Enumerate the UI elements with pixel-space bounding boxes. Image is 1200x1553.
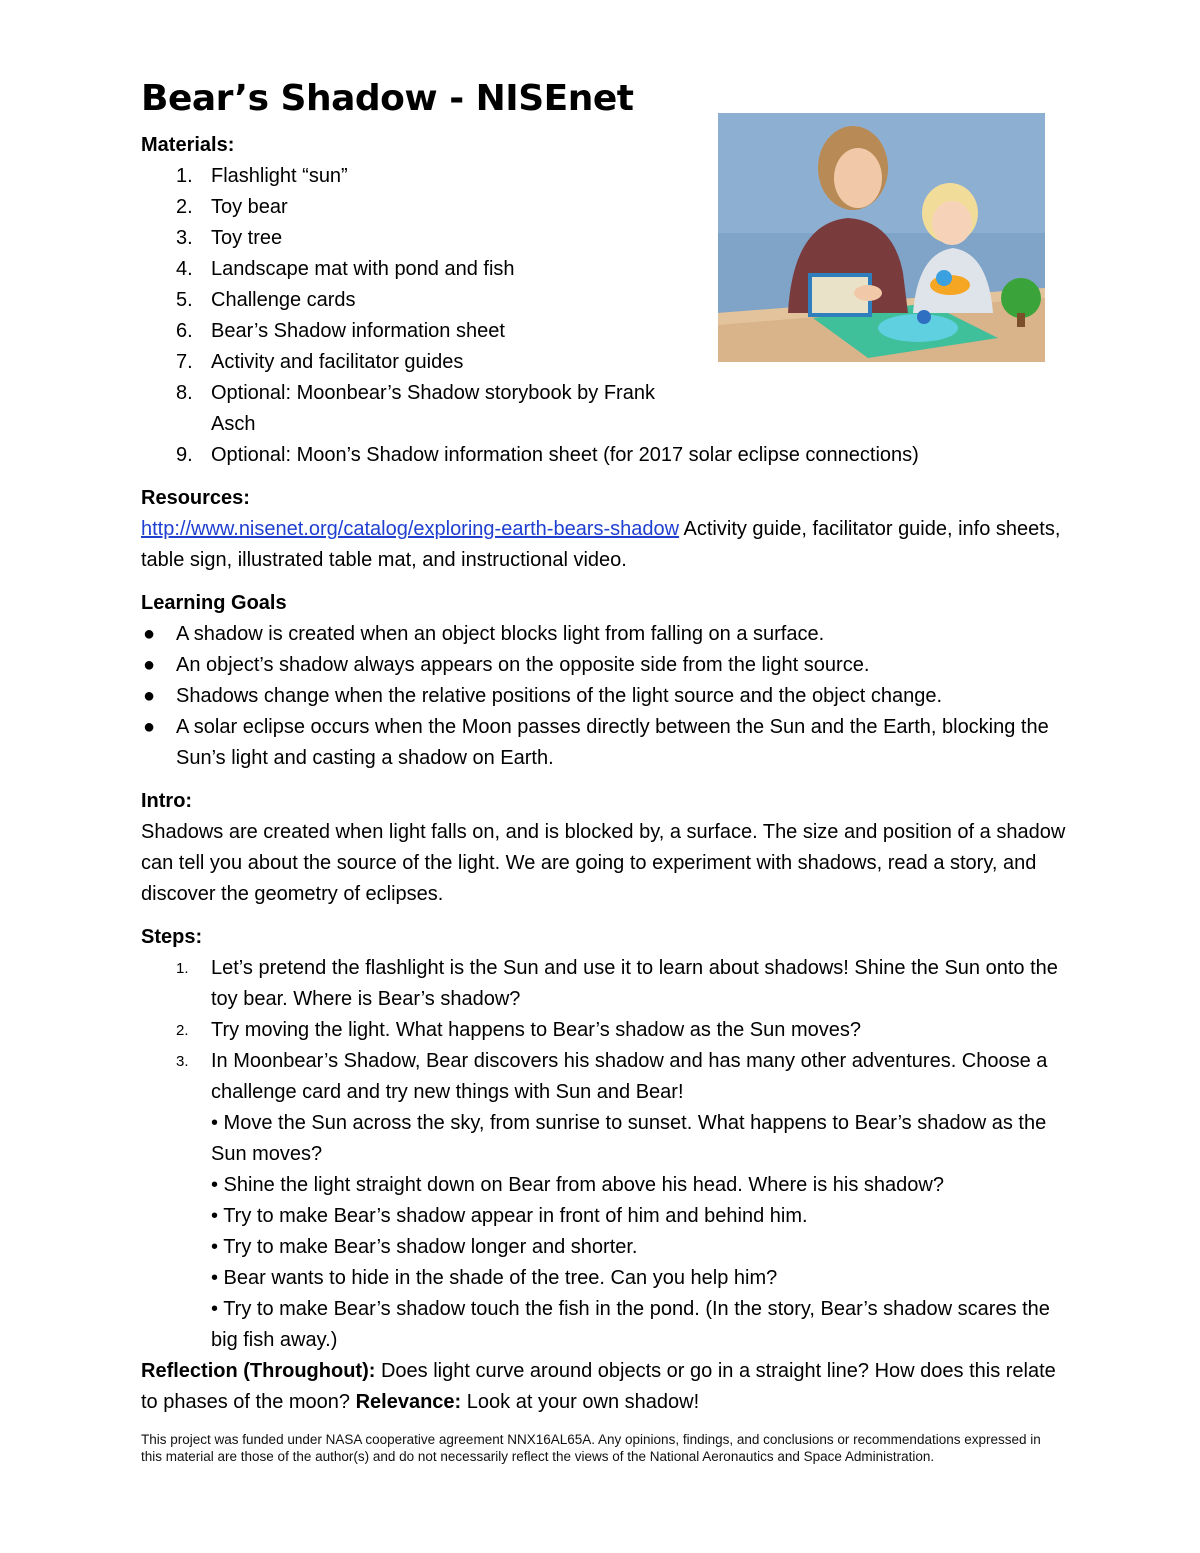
item-number: 2. — [176, 196, 193, 218]
challenge-sub-list — [141, 1108, 1071, 1356]
item-number: 6. — [176, 320, 193, 342]
step-number: 1. — [176, 960, 189, 977]
sub-item: • Shine the light straight down on Bear from above his head. Where is his shadow? — [211, 1174, 944, 1196]
intro-text: Shadows are created when light falls on, and is blocked by, a surface. The size and position of a shadow can tell you about the source of the light. We are going to experiment with shadows, read a story, and discover the geometry of eclipses. — [141, 821, 1066, 905]
reflection-paragraph — [141, 1356, 1071, 1418]
goal-text: A shadow is created when an object blocks light from falling on a surface. — [176, 623, 825, 645]
materials-label: Materials: — [141, 134, 235, 156]
list-item — [141, 440, 1061, 471]
item-text: Toy tree — [211, 227, 283, 249]
list-item — [141, 650, 1071, 681]
resources-label: Resources: — [141, 487, 250, 509]
item-text: Challenge cards — [211, 289, 356, 311]
item-text: Optional: Moon’s Shadow information sheet (for 2017 solar eclipse connections) — [211, 444, 919, 466]
item-number: 9. — [176, 444, 193, 466]
resources-link[interactable]: http://www.nisenet.org/catalog/exploring-earth-bears-shadow — [141, 518, 680, 540]
resources-text: Activity guide, facilitator guide, info sheets, table sign, illustrated table mat, and instructional video. — [141, 518, 1061, 571]
intro-label: Intro: — [141, 790, 193, 812]
list-item — [141, 712, 1071, 774]
reflection-text: Does light curve around objects or go in a straight line? How does this relate to phases of the moon? — [141, 1360, 1056, 1413]
item-text: Optional: Moonbear’s Shadow storybook by Frank Asch — [211, 382, 655, 435]
bullet-icon: ● — [143, 654, 156, 676]
bullet-icon: ● — [143, 623, 156, 645]
item-text: Bear’s Shadow information sheet — [211, 320, 505, 342]
item-text: Landscape mat with pond and fish — [211, 258, 515, 280]
list-item — [141, 347, 661, 378]
step-number: 2. — [176, 1022, 189, 1039]
item-number: 8. — [176, 382, 193, 404]
learning-goals-label: Learning Goals — [141, 592, 287, 614]
sub-item: • Try to make Bear’s shadow longer and shorter. — [211, 1236, 638, 1258]
bullet-icon: ● — [143, 716, 156, 738]
list-item — [141, 161, 661, 192]
step-text: Try moving the light. What happens to Bear’s shadow as the Sun moves? — [211, 1019, 861, 1041]
materials-list — [141, 161, 1071, 471]
list-item — [141, 1015, 1071, 1046]
funding-footer: This project was funded under NASA cooperative agreement NNX16AL65A. Any opinions, findings, and conclusions or recommendations expressed in this material are those of the author(s) and do not necessarily reflect the views of the National Aeronautics and Space Administration. — [141, 1432, 1041, 1464]
list-item — [141, 681, 1071, 712]
item-text: Flashlight “sun” — [211, 165, 348, 187]
item-number: 1. — [176, 165, 193, 187]
list-item — [141, 192, 661, 223]
list-item — [141, 316, 661, 347]
list-item — [141, 953, 1071, 1015]
relevance-text: Look at your own shadow! — [461, 1391, 700, 1413]
list-item — [141, 1046, 1071, 1108]
bullet-icon: ● — [143, 685, 156, 707]
steps-label: Steps: — [141, 926, 203, 948]
item-number: 5. — [176, 289, 193, 311]
step-text: In Moonbear’s Shadow, Bear discovers his shadow and has many other adventures. Choose a challenge card and try new things with Sun and Bear! — [211, 1050, 1048, 1103]
list-item — [141, 223, 661, 254]
steps-list — [141, 953, 1071, 1108]
document-body — [141, 130, 1071, 1418]
reflection-label: Reflection (Throughout): — [141, 1360, 376, 1382]
list-item — [141, 619, 1071, 650]
document-title: Bear’s Shadow - NISEnet — [141, 78, 634, 119]
sub-item: • Move the Sun across the sky, from sunrise to sunset. What happens to Bear’s shadow as the Sun moves? — [211, 1112, 1047, 1165]
list-item — [141, 254, 661, 285]
goal-text: An object’s shadow always appears on the opposite side from the light source. — [176, 654, 870, 676]
list-item — [141, 378, 661, 440]
list-item — [141, 285, 661, 316]
item-text: Toy bear — [211, 196, 288, 218]
resources-paragraph — [141, 514, 1071, 576]
sub-item: • Bear wants to hide in the shade of the tree. Can you help him? — [211, 1267, 778, 1289]
sub-item: • Try to make Bear’s shadow appear in front of him and behind him. — [211, 1205, 808, 1227]
step-number: 3. — [176, 1053, 189, 1070]
item-number: 7. — [176, 351, 193, 373]
step-text: Let’s pretend the flashlight is the Sun and use it to learn about shadows! Shine the Sun onto the toy bear. Where is Bear’s shadow? — [211, 957, 1058, 1010]
learning-goals-list — [141, 619, 1071, 774]
goal-text: Shadows change when the relative positions of the light source and the object change. — [176, 685, 943, 707]
item-text: Activity and facilitator guides — [211, 351, 464, 373]
item-number: 3. — [176, 227, 193, 249]
goal-text: A solar eclipse occurs when the Moon passes directly between the Sun and the Earth, blocking the Sun’s light and casting a shadow on Earth. — [176, 716, 1049, 769]
relevance-label: Relevance: — [355, 1391, 462, 1413]
sub-item: • Try to make Bear’s shadow touch the fish in the pond. (In the story, Bear’s shadow scares the big fish away.) — [211, 1298, 1050, 1351]
item-number: 4. — [176, 258, 193, 280]
